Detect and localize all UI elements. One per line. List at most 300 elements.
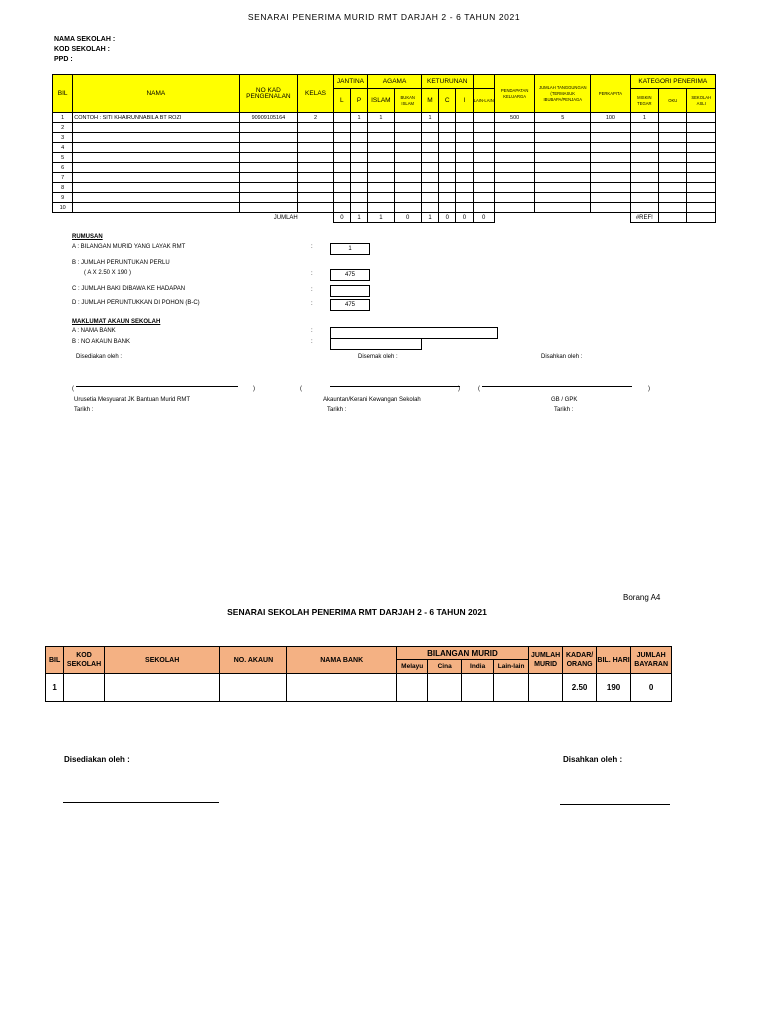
paren-open: ( — [72, 386, 74, 392]
table-cell[interactable] — [421, 183, 438, 193]
rumusan-d-value[interactable]: 475 — [330, 299, 370, 311]
table-cell[interactable] — [239, 133, 298, 143]
table-cell[interactable] — [333, 193, 350, 203]
table-cell[interactable] — [350, 133, 367, 143]
header-i: I — [456, 89, 473, 113]
b-cell-kadar[interactable]: 2.50 — [563, 674, 596, 702]
table-row — [53, 123, 716, 133]
table-cell[interactable] — [494, 203, 535, 213]
table-cell[interactable] — [473, 163, 494, 173]
table-cell[interactable] — [473, 143, 494, 153]
b-header-kod: KOD SEKOLAH — [64, 647, 105, 674]
table-cell[interactable] — [421, 123, 438, 133]
table-cell[interactable] — [368, 163, 394, 173]
table-cell[interactable] — [439, 123, 456, 133]
cell-miskin[interactable]: 1 — [630, 113, 658, 123]
table-cell[interactable] — [73, 203, 239, 213]
table-cell[interactable] — [394, 173, 421, 183]
table-cell[interactable] — [394, 163, 421, 173]
header-kelas: KELAS — [298, 75, 333, 113]
table-cell[interactable] — [239, 203, 298, 213]
b-header-cina: Cina — [428, 660, 461, 674]
table-cell[interactable] — [591, 143, 631, 153]
table-cell[interactable] — [591, 193, 631, 203]
b-header-sekolah: SEKOLAH — [104, 647, 220, 674]
table-cell[interactable] — [368, 183, 394, 193]
table-cell[interactable] — [456, 153, 473, 163]
total-value: 1 — [421, 213, 438, 223]
table-cell[interactable] — [73, 143, 239, 153]
table-cell[interactable] — [659, 143, 687, 153]
b-cell-hari[interactable]: 190 — [596, 674, 630, 702]
table-cell[interactable] — [494, 183, 535, 193]
table-cell[interactable] — [421, 163, 438, 173]
table-cell[interactable] — [659, 123, 687, 133]
cell-nama[interactable]: CONTOH : SITI KHAIRUNNABILA BT ROZI — [73, 113, 239, 123]
table-cell[interactable] — [298, 133, 333, 143]
table-cell[interactable] — [456, 193, 473, 203]
rumusan-b-formula: ( A X 2.50 X 190 ) — [84, 270, 132, 276]
table-cell[interactable] — [421, 153, 438, 163]
table-cell[interactable] — [591, 123, 631, 133]
table-cell[interactable] — [368, 123, 394, 133]
table-cell[interactable] — [368, 203, 394, 213]
table-cell[interactable] — [473, 183, 494, 193]
table-cell[interactable] — [659, 163, 687, 173]
b-cell-lain[interactable] — [494, 674, 529, 702]
table-cell[interactable] — [630, 173, 658, 183]
cell-m[interactable]: 1 — [421, 113, 438, 123]
table-cell[interactable] — [473, 133, 494, 143]
table-cell[interactable] — [659, 153, 687, 163]
table-cell[interactable] — [456, 183, 473, 193]
header-no-kad: NO KAD PENGENALAN — [239, 75, 298, 113]
b-header-akaun: NO. AKAUN — [220, 647, 287, 674]
table-cell[interactable] — [333, 123, 350, 133]
colon: : — [311, 244, 313, 250]
header-jantina: JANTINA — [333, 75, 367, 89]
header-c: C — [439, 89, 456, 113]
rumusan-a-value[interactable]: 1 — [330, 243, 370, 255]
table-cell[interactable] — [456, 133, 473, 143]
header-oku: OKU — [659, 89, 687, 113]
paren-close: ) — [253, 386, 255, 392]
header-islam: ISLAM — [368, 89, 394, 113]
total-value: 0 — [333, 213, 350, 223]
total-value: 1 — [350, 213, 367, 223]
table-cell[interactable] — [333, 183, 350, 193]
table-cell[interactable] — [591, 133, 631, 143]
table-cell[interactable] — [239, 163, 298, 173]
table-cell[interactable] — [687, 183, 716, 193]
bank-account-label: B : NO AKAUN BANK — [72, 339, 131, 345]
table-row — [53, 203, 716, 213]
table-cell[interactable] — [368, 153, 394, 163]
cell-i[interactable] — [456, 113, 473, 123]
rumusan-c-label: C : JUMLAH BAKI DIBAWA KE HADAPAN — [72, 286, 186, 292]
b-header-jumlah-murid: JUMLAH MURID — [528, 647, 562, 674]
table-cell[interactable] — [298, 203, 333, 213]
bank-title: MAKLUMAT AKAUN SEKOLAH — [72, 319, 161, 325]
b-header-bank: NAMA BANK — [287, 647, 397, 674]
total-value: 0 — [394, 213, 421, 223]
table-cell[interactable] — [687, 203, 716, 213]
rumusan-a-label: A : BILANGAN MURID YANG LAYAK RMT — [72, 244, 186, 250]
table-cell[interactable] — [394, 193, 421, 203]
table-cell[interactable] — [333, 173, 350, 183]
b-cell-bank[interactable] — [287, 674, 397, 702]
cell-bil[interactable]: 1 — [53, 113, 73, 123]
cell-bil[interactable]: 3 — [53, 133, 73, 143]
cell-lain[interactable] — [473, 113, 494, 123]
cell-pendapatan[interactable]: 500 — [494, 113, 535, 123]
disemak-label: Disemak oleh : — [358, 354, 398, 360]
bank-name-label: A : NAMA BANK — [72, 328, 116, 334]
table-cell[interactable] — [591, 153, 631, 163]
b-disahkan-label: Disahkan oleh : — [563, 755, 623, 764]
header-keturunan-blank — [473, 75, 494, 89]
header-l: L — [333, 89, 350, 113]
b-cell-akaun[interactable] — [220, 674, 287, 702]
borang-title: SENARAI SEKOLAH PENERIMA RMT DARJAH 2 - 6 TAHUN 2021 — [227, 607, 487, 617]
table-cell[interactable] — [473, 203, 494, 213]
table-cell[interactable] — [494, 193, 535, 203]
signature-line — [330, 386, 460, 387]
table-cell[interactable] — [239, 123, 298, 133]
tarikh-label: Tarikh : — [327, 407, 347, 413]
table-cell[interactable] — [494, 143, 535, 153]
table-cell[interactable] — [298, 163, 333, 173]
signature-line — [76, 386, 238, 387]
table-cell[interactable] — [494, 163, 535, 173]
table-cell[interactable] — [687, 153, 716, 163]
cell-bil[interactable]: 7 — [53, 173, 73, 183]
signature-line — [560, 804, 670, 805]
b-cell-jumlah-murid[interactable] — [528, 674, 562, 702]
table-cell[interactable] — [456, 173, 473, 183]
totals-row — [53, 213, 716, 223]
table-cell[interactable] — [535, 183, 591, 193]
table-cell[interactable] — [333, 153, 350, 163]
signature-line — [63, 802, 219, 803]
table-cell[interactable] — [350, 193, 367, 203]
table-cell[interactable] — [473, 123, 494, 133]
table-cell[interactable] — [439, 153, 456, 163]
cell-l[interactable] — [333, 113, 350, 123]
cell-bil[interactable]: 9 — [53, 193, 73, 203]
school-table — [45, 646, 672, 702]
table-cell[interactable] — [630, 133, 658, 143]
table-cell[interactable] — [535, 163, 591, 173]
b-header-bil: BIL — [46, 647, 64, 674]
table-cell[interactable] — [535, 153, 591, 163]
table-cell[interactable] — [630, 183, 658, 193]
table-cell[interactable] — [535, 123, 591, 133]
table-cell[interactable] — [394, 153, 421, 163]
b-cell-sekolah[interactable] — [104, 674, 220, 702]
table-cell[interactable] — [350, 143, 367, 153]
cell-bil[interactable]: 5 — [53, 153, 73, 163]
table-cell[interactable] — [659, 173, 687, 183]
header-pendapatan: PENDAPATAN KELUARGA — [494, 75, 535, 113]
header-miskin: MISKIN TEGAR — [630, 89, 658, 113]
rumusan-b-value[interactable]: 475 — [330, 269, 370, 281]
table-cell[interactable] — [73, 133, 239, 143]
table-cell[interactable] — [659, 193, 687, 203]
role-akauntan: Akauntan/Kerani Kewangan Sekolah — [323, 397, 421, 403]
table-cell[interactable] — [394, 123, 421, 133]
table-cell[interactable] — [394, 203, 421, 213]
table-cell[interactable] — [630, 153, 658, 163]
table-cell[interactable] — [239, 153, 298, 163]
b-header-bilangan: BILANGAN MURID — [396, 647, 528, 660]
total-value: 1 — [368, 213, 394, 223]
table-cell[interactable] — [394, 183, 421, 193]
table-cell[interactable] — [394, 143, 421, 153]
table-cell[interactable] — [591, 183, 631, 193]
table-cell[interactable] — [333, 203, 350, 213]
table-cell[interactable] — [421, 173, 438, 183]
table-cell[interactable] — [630, 203, 658, 213]
cell-no-kad[interactable]: 90909105164 — [239, 113, 298, 123]
table-cell[interactable] — [298, 183, 333, 193]
cell-bil[interactable]: 8 — [53, 183, 73, 193]
table-cell[interactable] — [298, 193, 333, 203]
cell-kelas[interactable]: 2 — [298, 113, 333, 123]
cell-bil[interactable]: 4 — [53, 143, 73, 153]
meta-ppd: PPD : — [54, 56, 73, 63]
table-cell[interactable] — [535, 203, 591, 213]
table-cell[interactable] — [473, 173, 494, 183]
table-cell[interactable] — [687, 143, 716, 153]
disediakan-label: Disediakan oleh : — [76, 354, 123, 360]
b-header-melayu: Melayu — [396, 660, 427, 674]
b-disediakan-label: Disediakan oleh : — [64, 755, 130, 764]
table-cell[interactable] — [368, 133, 394, 143]
role-gb: GB / GPK — [551, 397, 578, 403]
cell-islam[interactable]: 1 — [368, 113, 394, 123]
table-row — [46, 674, 672, 702]
header-agama: AGAMA — [368, 75, 422, 89]
table-cell[interactable] — [494, 173, 535, 183]
disahkan-label: Disahkan oleh : — [541, 354, 583, 360]
table-cell[interactable] — [421, 193, 438, 203]
table-row — [53, 113, 716, 123]
total-value: 0 — [439, 213, 456, 223]
table-cell[interactable] — [73, 153, 239, 163]
table-row — [53, 173, 716, 183]
table-cell[interactable] — [473, 193, 494, 203]
table-cell[interactable] — [350, 183, 367, 193]
meta-kod-sekolah: KOD SEKOLAH : — [54, 46, 110, 53]
table-cell[interactable] — [630, 143, 658, 153]
table-cell[interactable] — [298, 123, 333, 133]
table-cell[interactable] — [687, 173, 716, 183]
header-tanggungan: JUMLAH TANGGUNGAN (TERMASUK IBUBAPA/PENJAGA — [535, 75, 591, 113]
table-cell[interactable] — [439, 173, 456, 183]
header-bil: BIL — [53, 75, 73, 113]
header-m: M — [421, 89, 438, 113]
table-cell[interactable] — [659, 203, 687, 213]
b-cell-india[interactable] — [461, 674, 493, 702]
cell-bil[interactable]: 10 — [53, 203, 73, 213]
form-title: SENARAI PENERIMA MURID RMT DARJAH 2 - 6 TAHUN 2021 — [247, 12, 521, 22]
colon: : — [311, 339, 313, 345]
table-cell[interactable] — [456, 143, 473, 153]
table-cell[interactable] — [473, 153, 494, 163]
cell-bil[interactable]: 6 — [53, 163, 73, 173]
table-cell[interactable] — [439, 193, 456, 203]
table-cell[interactable] — [298, 173, 333, 183]
cell-bukan-islam[interactable] — [394, 113, 421, 123]
table-cell[interactable] — [439, 143, 456, 153]
header-sekolah-asli: SEKOLAH ASLI — [687, 89, 716, 113]
recipient-table — [52, 74, 716, 223]
header-keturunan: KETURUNAN — [421, 75, 473, 89]
table-cell[interactable] — [73, 183, 239, 193]
table-cell[interactable] — [73, 123, 239, 133]
table-cell[interactable] — [73, 173, 239, 183]
table-cell[interactable] — [687, 163, 716, 173]
table-row — [53, 183, 716, 193]
table-cell[interactable] — [439, 203, 456, 213]
rumusan-d-label: D : JUMLAH PERUNTUKKAN DI POHON (B-C) — [72, 300, 200, 306]
table-cell[interactable] — [73, 193, 239, 203]
rumusan-c-value[interactable] — [330, 285, 370, 297]
table-cell[interactable] — [333, 133, 350, 143]
table-cell[interactable] — [73, 163, 239, 173]
table-cell[interactable] — [439, 163, 456, 173]
table-cell[interactable] — [494, 153, 535, 163]
table-cell[interactable] — [630, 193, 658, 203]
table-cell[interactable] — [494, 133, 535, 143]
table-cell[interactable] — [494, 123, 535, 133]
bank-account-field[interactable] — [330, 338, 422, 350]
cell-sekolah-asli[interactable] — [687, 113, 716, 123]
tarikh-label: Tarikh : — [74, 407, 94, 413]
totals-label: JUMLAH — [273, 214, 298, 221]
total-value: 0 — [473, 213, 494, 223]
table-cell[interactable] — [298, 143, 333, 153]
b-cell-kod[interactable] — [64, 674, 105, 702]
table-cell[interactable] — [535, 143, 591, 153]
total-miskin: #REF! — [630, 213, 658, 223]
b-cell-bayaran[interactable]: 0 — [631, 674, 672, 702]
table-cell[interactable] — [439, 183, 456, 193]
header-nama: NAMA — [73, 75, 239, 113]
table-cell[interactable] — [687, 133, 716, 143]
b-cell-cina[interactable] — [428, 674, 461, 702]
signature-line — [482, 386, 632, 387]
table-cell[interactable] — [659, 133, 687, 143]
table-cell[interactable] — [456, 163, 473, 173]
header-p: P — [350, 89, 367, 113]
table-cell[interactable] — [421, 203, 438, 213]
table-cell[interactable] — [421, 133, 438, 143]
table-cell[interactable] — [350, 123, 367, 133]
paren-open: ( — [300, 386, 302, 392]
cell-bil[interactable]: 2 — [53, 123, 73, 133]
table-cell[interactable] — [439, 133, 456, 143]
table-row — [53, 193, 716, 203]
table-row — [53, 153, 716, 163]
table-cell[interactable] — [239, 173, 298, 183]
paren-close: ) — [648, 386, 650, 392]
table-cell[interactable] — [591, 173, 631, 183]
table-cell[interactable] — [298, 153, 333, 163]
role-urusetia: Urusetia Mesyuarat JK Bantuan Murid RMT — [74, 397, 191, 403]
paren-open: ( — [478, 386, 480, 392]
b-header-hari: BIL. HARI — [596, 647, 630, 674]
b-header-bayaran: JUMLAH BAYARAN — [631, 647, 672, 674]
table-cell[interactable] — [239, 183, 298, 193]
table-cell[interactable] — [687, 123, 716, 133]
table-cell[interactable] — [394, 133, 421, 143]
colon: : — [311, 328, 313, 334]
tarikh-label: Tarikh : — [554, 407, 574, 413]
colon: : — [311, 287, 313, 293]
table-cell[interactable] — [630, 163, 658, 173]
table-cell[interactable] — [350, 203, 367, 213]
table-row — [53, 163, 716, 173]
cell-perkapita[interactable]: 100 — [591, 113, 631, 123]
b-header-kadar: KADAR/ ORANG — [563, 647, 596, 674]
header-bukan-islam: BUKAN ISLAM — [394, 89, 421, 113]
table-cell[interactable] — [456, 123, 473, 133]
table-cell[interactable] — [350, 153, 367, 163]
table-cell[interactable] — [535, 193, 591, 203]
header-lain: LAIN-LAIN — [473, 89, 494, 113]
table-cell[interactable] — [421, 143, 438, 153]
b-cell-bil[interactable]: 1 — [46, 674, 64, 702]
colon: : — [311, 271, 313, 277]
table-cell[interactable] — [591, 163, 631, 173]
table-cell[interactable] — [368, 193, 394, 203]
colon: : — [311, 301, 313, 307]
table-cell[interactable] — [239, 193, 298, 203]
table-cell[interactable] — [350, 173, 367, 183]
table-cell[interactable] — [535, 173, 591, 183]
rumusan-b-label: B : JUMLAH PERUNTUKAN PERLU — [72, 260, 170, 266]
table-row — [53, 133, 716, 143]
table-row — [53, 143, 716, 153]
table-cell[interactable] — [333, 143, 350, 153]
table-cell[interactable] — [535, 133, 591, 143]
cell-c[interactable] — [439, 113, 456, 123]
paren-close: ) — [458, 386, 460, 392]
table-cell[interactable] — [350, 163, 367, 173]
table-cell[interactable] — [333, 163, 350, 173]
table-cell[interactable] — [591, 203, 631, 213]
table-cell[interactable] — [687, 193, 716, 203]
b-header-lain: Lain-lain — [494, 660, 529, 674]
total-value: 0 — [456, 213, 473, 223]
cell-p[interactable]: 1 — [350, 113, 367, 123]
table-cell[interactable] — [456, 203, 473, 213]
meta-nama-sekolah: NAMA SEKOLAH : — [54, 36, 116, 43]
cell-tanggungan[interactable]: 5 — [535, 113, 591, 123]
borang-code: Borang A4 — [623, 593, 661, 602]
table-cell[interactable] — [368, 173, 394, 183]
table-cell[interactable] — [239, 143, 298, 153]
b-cell-melayu[interactable] — [396, 674, 427, 702]
table-cell[interactable] — [630, 123, 658, 133]
header-kategori: KATEGORI PENERIMA — [630, 75, 715, 89]
table-cell[interactable] — [368, 143, 394, 153]
rumusan-title: RUMUSAN — [72, 234, 103, 240]
cell-oku[interactable] — [659, 113, 687, 123]
table-cell[interactable] — [659, 183, 687, 193]
